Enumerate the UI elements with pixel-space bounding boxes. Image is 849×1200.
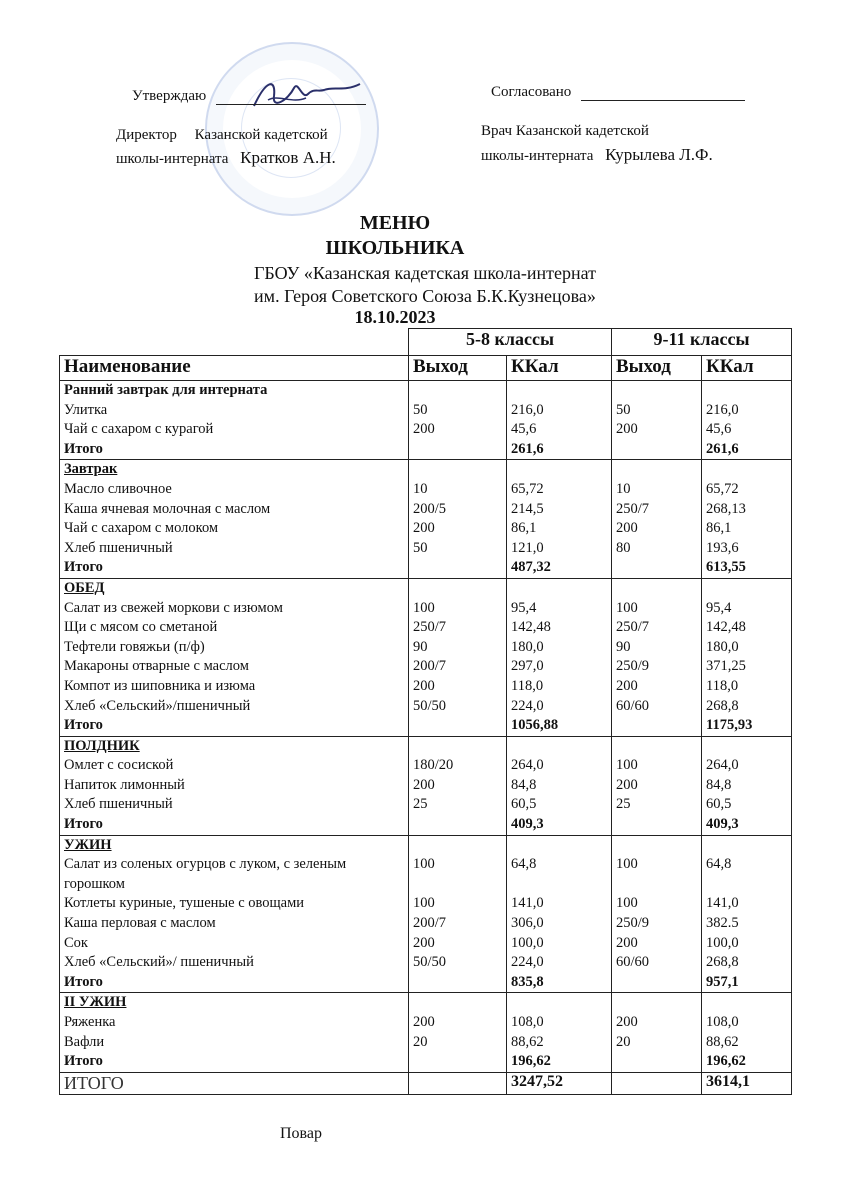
dish-kcal-b: 371,25 — [706, 658, 746, 675]
dish-out-b: 100 — [616, 856, 638, 873]
dish-kcal-a: 141,0 — [511, 895, 544, 912]
total-kcal-a: 835,8 — [511, 973, 544, 990]
dish-kcal-a: 224,0 — [511, 697, 544, 714]
dish-kcal-b: 268,8 — [706, 954, 739, 971]
section-out-b-cell — [612, 381, 702, 460]
dish-out-a: 100 — [413, 599, 435, 616]
spacer — [706, 381, 787, 401]
section-names-cell — [60, 993, 409, 1072]
spacer — [413, 1052, 502, 1072]
dish-out-a: 90 — [413, 638, 428, 655]
dish-kcal-a: 214,5 — [511, 500, 544, 517]
dish-out-a: 200 — [413, 1014, 435, 1030]
dish-out-b: 100 — [616, 757, 638, 774]
section-names-cell — [60, 381, 409, 460]
total-label: Итого — [64, 816, 103, 833]
spacer — [616, 973, 697, 993]
section-names-cell — [60, 460, 409, 579]
dish-out-b: 25 — [616, 796, 631, 813]
dish-out-a: 200 — [413, 520, 435, 537]
dish-out-b: 250/7 — [616, 500, 650, 517]
column-header-row — [60, 356, 792, 381]
dish-out-b: 200 — [616, 421, 638, 438]
dish-kcal-b: 141,0 — [706, 895, 739, 912]
section-kcal-a-cell — [507, 578, 612, 736]
dish-kcal-a: 45,6 — [511, 421, 537, 438]
spacer — [616, 836, 697, 856]
dish-kcal-a: 88,62 — [511, 1033, 544, 1050]
dish-out-b: 250/9 — [616, 658, 650, 675]
dish-name: Хлеб «Сельский»/пшеничный — [64, 697, 251, 714]
section-title: ОБЕД — [64, 579, 105, 596]
director-pos-b: Казанской кадетской — [194, 127, 328, 143]
section-kcal-a-cell — [507, 381, 612, 460]
spacer — [616, 579, 697, 599]
spacer — [413, 716, 502, 736]
total-kcal-a: 409,3 — [511, 816, 544, 833]
dish-name: Напиток лимонный — [64, 776, 185, 793]
grand-blank-a — [409, 1072, 507, 1094]
section-kcal-a-cell — [507, 993, 612, 1072]
agreed-label: Согласовано — [491, 84, 572, 100]
dish-out-a: 250/7 — [413, 619, 447, 636]
section-kcal-a-cell — [507, 736, 612, 835]
menu-date: 18.10.2023 — [354, 307, 436, 327]
dish-out-a: 100 — [413, 856, 435, 873]
spacer — [616, 440, 697, 460]
dish-kcal-b: 100,0 — [706, 934, 739, 951]
dish-out-a: 100 — [413, 895, 435, 912]
section-kcal-b-cell — [702, 835, 792, 993]
section-out-a-cell — [409, 578, 507, 736]
dish-out-b: 100 — [616, 895, 638, 912]
dish-kcal-a: 264,0 — [511, 757, 544, 774]
dish-out-a: 200 — [413, 776, 435, 793]
spacer — [413, 440, 502, 460]
org-line-2: им. Героя Советского Союза Б.К.Кузнецова» — [254, 286, 596, 306]
dish-name: Тефтели говяжьи (п/ф) — [64, 638, 205, 655]
spacer — [413, 737, 502, 757]
dish-out-a: 200 — [413, 677, 435, 694]
spacer — [616, 993, 697, 1013]
spacer — [616, 1052, 697, 1072]
spacer — [616, 815, 697, 835]
dish-out-b: 200 — [616, 934, 638, 951]
dish-kcal-a: 224,0 — [511, 954, 544, 971]
dish-kcal-b: 65,72 — [706, 480, 739, 497]
spacer — [413, 579, 502, 599]
total-kcal-a: 1056,88 — [511, 717, 559, 734]
dish-kcal-b: 88,62 — [706, 1033, 739, 1050]
section-title: УЖИН — [64, 836, 112, 853]
dish-name: Макароны отварные с маслом — [64, 658, 249, 675]
spacer — [616, 460, 697, 480]
director-line2 — [116, 148, 336, 168]
class-group-row — [60, 329, 792, 356]
col-out-b-header: Выход — [612, 356, 702, 381]
dish-kcal-b: 86,1 — [706, 520, 732, 537]
col-kcal-a-header: ККал — [507, 356, 612, 381]
dish-out-a: 200 — [413, 934, 435, 951]
dish-out-a: 180/20 — [413, 757, 454, 774]
dish-kcal-a: 121,0 — [511, 539, 544, 556]
director-position — [116, 127, 328, 144]
total-label: Итого — [64, 973, 103, 990]
dish-out-b: 60/60 — [616, 697, 650, 714]
spacer — [706, 579, 787, 599]
spacer — [616, 716, 697, 736]
section-out-b-cell — [612, 993, 702, 1072]
grand-total-row — [60, 1072, 792, 1094]
total-kcal-b: 409,3 — [706, 816, 739, 833]
dish-name: Хлеб пшеничный — [64, 796, 173, 813]
total-label: Итого — [64, 1053, 103, 1070]
dish-kcal-a: 65,72 — [511, 480, 544, 497]
dish-kcal-b: 268,8 — [706, 697, 739, 714]
spacer — [413, 815, 502, 835]
grand-total-label: ИТОГО — [60, 1072, 409, 1094]
director-pos-a: Директор — [116, 127, 177, 143]
section-out-a-cell — [409, 993, 507, 1072]
dish-out-a: 50/50 — [413, 954, 447, 971]
menu-section-row — [60, 381, 792, 460]
section-out-a-cell — [409, 736, 507, 835]
section-out-b-cell — [612, 835, 702, 993]
spacer — [706, 737, 787, 757]
agreed-block — [491, 84, 745, 101]
section-title: ПОЛДНИК — [64, 737, 140, 754]
dish-out-b: 60/60 — [616, 954, 650, 971]
group-9-11: 9-11 классы — [612, 329, 792, 356]
col-out-a-header: Выход — [409, 356, 507, 381]
grand-total-b: 3614,1 — [702, 1072, 792, 1094]
dish-kcal-a: 180,0 — [511, 638, 544, 655]
dish-out-b: 100 — [616, 599, 638, 616]
dish-out-b: 50 — [616, 401, 631, 418]
dish-kcal-a: 86,1 — [511, 520, 537, 537]
spacer — [413, 973, 502, 993]
section-names-cell — [60, 835, 409, 993]
col-kcal-b-header: ККал — [702, 356, 792, 381]
dish-name: Хлеб пшеничный — [64, 539, 173, 556]
total-kcal-a: 196,62 — [511, 1053, 551, 1070]
section-title: Завтрак — [64, 461, 118, 478]
spacer — [706, 836, 787, 856]
org-line-1: ГБОУ «Казанская кадетская школа-интернат — [253, 263, 597, 283]
spacer — [706, 460, 787, 480]
menu-section-row — [60, 993, 792, 1072]
dish-out-b: 200 — [616, 1014, 638, 1030]
dish-out-a: 25 — [413, 796, 428, 813]
menu-title: МЕНЮ — [359, 212, 431, 234]
doctor-line2 — [481, 145, 713, 165]
grand-blank-b — [612, 1072, 702, 1094]
dish-kcal-b: 64,8 — [706, 856, 732, 873]
spacer — [511, 836, 607, 856]
dish-kcal-a: 64,8 — [511, 856, 537, 873]
total-kcal-b: 196,62 — [706, 1053, 746, 1070]
dish-kcal-b: 84,8 — [706, 776, 732, 793]
dish-out-b: 90 — [616, 638, 631, 655]
total-kcal-a: 487,32 — [511, 559, 551, 576]
doctor-pos-b: школы-интерната — [481, 148, 594, 164]
spacer — [511, 737, 607, 757]
section-names-cell — [60, 578, 409, 736]
spacer — [413, 558, 502, 578]
approve-signature-line — [216, 104, 366, 105]
director-name: Кратков А.Н. — [240, 148, 336, 167]
section-kcal-a-cell — [507, 460, 612, 579]
spacer — [413, 381, 502, 401]
dish-kcal-b: 118,0 — [706, 677, 739, 694]
section-kcal-b-cell — [702, 993, 792, 1072]
dish-kcal-a: 118,0 — [511, 677, 544, 694]
spacer — [413, 460, 502, 480]
dish-name: Сок — [64, 934, 88, 951]
dish-name: Чай с сахаром с молоком — [64, 520, 219, 537]
dish-name: Салат из свежей моркови с изюмом — [64, 599, 283, 616]
menu-section-row — [60, 835, 792, 993]
dish-kcal-a: 297,0 — [511, 658, 544, 675]
total-kcal-b: 261,6 — [706, 440, 739, 457]
total-kcal-b: 613,55 — [706, 559, 746, 576]
section-kcal-b-cell — [702, 736, 792, 835]
dish-kcal-b: 264,0 — [706, 757, 739, 774]
total-label: Итого — [64, 440, 103, 457]
spacer — [616, 737, 697, 757]
doctor-name: Курылева Л.Ф. — [605, 145, 713, 164]
dish-kcal-b: 108,0 — [706, 1014, 739, 1030]
section-title: Ранний завтрак для интерната — [64, 382, 268, 398]
dish-out-a: 10 — [413, 480, 428, 497]
dish-out-a: 200/7 — [413, 915, 447, 932]
dish-name: Омлет с сосиской — [64, 757, 174, 774]
dish-name: Котлеты куриные, тушеные с овощами — [64, 895, 305, 912]
section-out-a-cell — [409, 835, 507, 993]
approve-block — [132, 88, 366, 105]
grand-total-a: 3247,52 — [507, 1072, 612, 1094]
dish-out-a: 50 — [413, 539, 428, 556]
dish-name: Масло сливочное — [64, 480, 172, 497]
section-out-a-cell — [409, 460, 507, 579]
dish-kcal-b: 193,6 — [706, 539, 739, 556]
dish-kcal-a: 100,0 — [511, 934, 544, 951]
dish-name: Улитка — [64, 401, 108, 418]
dish-kcal-b: 268,13 — [706, 500, 746, 517]
director-pos-c: школы-интерната — [116, 151, 229, 167]
total-label: Итого — [64, 559, 103, 576]
dish-kcal-b: 180,0 — [706, 638, 739, 655]
dish-name: Салат из соленых огурцов с луком, с зеленым горошком — [64, 856, 347, 892]
dish-name: Щи с мясом со сметаной — [64, 619, 218, 636]
dish-out-a: 50 — [413, 401, 428, 418]
dish-kcal-b: 216,0 — [706, 401, 739, 418]
dish-name: Компот из шиповника и изюма — [64, 677, 256, 694]
dish-kcal-b: 60,5 — [706, 796, 732, 813]
spacer — [511, 993, 607, 1013]
menu-section-row — [60, 578, 792, 736]
section-out-a-cell — [409, 381, 507, 460]
dish-name: Ряженка — [64, 1014, 116, 1030]
dish-out-a: 200 — [413, 421, 435, 438]
section-kcal-b-cell — [702, 460, 792, 579]
total-kcal-a: 261,6 — [511, 440, 544, 457]
col-name-header: Наименование — [60, 356, 409, 381]
total-kcal-b: 957,1 — [706, 973, 739, 990]
dish-out-b: 200 — [616, 776, 638, 793]
dish-out-b: 250/9 — [616, 915, 650, 932]
group-5-8: 5-8 классы — [409, 329, 612, 356]
dish-kcal-a: 142,48 — [511, 619, 551, 636]
dish-out-a: 20 — [413, 1033, 428, 1050]
menu-table — [59, 328, 792, 1095]
dish-name: Хлеб «Сельский»/ пшеничный — [64, 954, 254, 971]
dish-out-a: 200/7 — [413, 658, 447, 675]
section-out-b-cell — [612, 460, 702, 579]
menu-section-row — [60, 736, 792, 835]
spacer — [706, 993, 787, 1013]
dish-kcal-a: 216,0 — [511, 401, 544, 418]
dish-kcal-a: 84,8 — [511, 776, 537, 793]
menu-body — [60, 381, 792, 1095]
section-kcal-a-cell — [507, 835, 612, 993]
dish-out-b: 80 — [616, 539, 631, 556]
dish-kcal-b: 382.5 — [706, 915, 739, 932]
menu-subtitle: ШКОЛЬНИКА — [325, 237, 465, 259]
section-kcal-b-cell — [702, 578, 792, 736]
dish-kcal-a: 95,4 — [511, 599, 537, 616]
total-label: Итого — [64, 717, 103, 734]
spacer — [413, 836, 502, 856]
dish-out-b: 20 — [616, 1033, 631, 1050]
approve-label: Утверждаю — [132, 88, 207, 104]
dish-out-b: 200 — [616, 520, 638, 537]
dish-name: Чай с сахаром с курагой — [64, 421, 214, 438]
group-blank — [60, 329, 409, 356]
spacer — [511, 579, 607, 599]
dish-name: Каша ячневая молочная с маслом — [64, 500, 271, 517]
dish-out-b: 250/7 — [616, 619, 650, 636]
dish-out-b: 10 — [616, 480, 631, 497]
section-title: II УЖИН — [64, 994, 127, 1011]
spacer — [511, 460, 607, 480]
spacer — [616, 381, 697, 401]
dish-kcal-a: 60,5 — [511, 796, 537, 813]
dish-out-a: 200/5 — [413, 500, 447, 517]
section-out-b-cell — [612, 578, 702, 736]
dish-out-a: 50/50 — [413, 697, 447, 714]
dish-name: Каша перловая с маслом — [64, 915, 216, 932]
dish-out-b: 200 — [616, 677, 638, 694]
dish-kcal-a: 108,0 — [511, 1014, 544, 1030]
dish-kcal-b: 142,48 — [706, 619, 746, 636]
dish-kcal-b: 95,4 — [706, 599, 732, 616]
section-out-b-cell — [612, 736, 702, 835]
cook-label: Повар — [280, 1125, 322, 1142]
spacer — [511, 381, 607, 401]
total-kcal-b: 1175,93 — [706, 717, 753, 734]
section-names-cell — [60, 736, 409, 835]
dish-kcal-a: 306,0 — [511, 915, 544, 932]
spacer — [413, 993, 502, 1013]
doctor-pos-a: Врач Казанской кадетской — [481, 123, 649, 139]
dish-name: Вафли — [64, 1033, 105, 1050]
dish-kcal-b: 45,6 — [706, 421, 732, 438]
menu-section-row — [60, 460, 792, 579]
spacer — [616, 558, 697, 578]
section-kcal-b-cell — [702, 381, 792, 460]
agreed-signature-line — [581, 100, 745, 101]
